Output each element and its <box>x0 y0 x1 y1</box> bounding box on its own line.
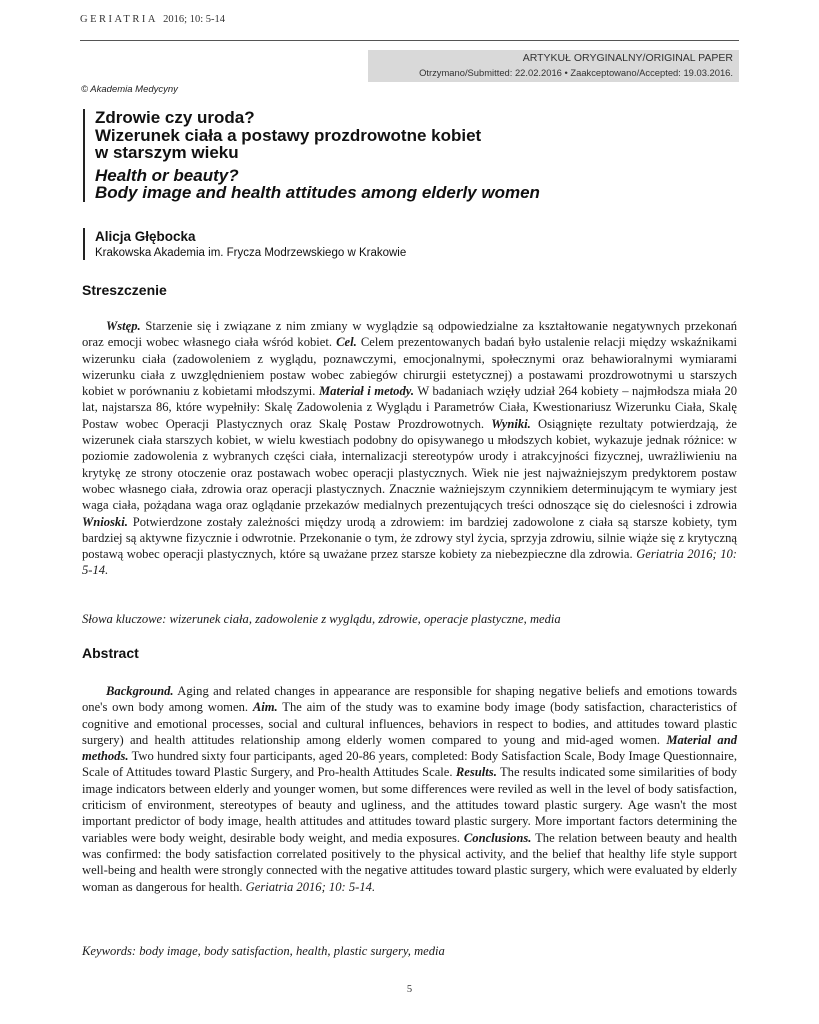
journal-header <box>80 14 225 25</box>
title-polish-line: Wizerunek ciała a postawy prozdrowotne kobiet <box>95 125 482 145</box>
methods-label: Material and methods. <box>82 732 737 764</box>
journal-citation: 2016; 10: 5-14 <box>163 14 226 25</box>
title-polish-line: Zdrowie czy uroda? <box>95 108 255 127</box>
author-block <box>83 228 406 260</box>
journal-name: GERIATRIA <box>80 14 158 25</box>
aim-label: Aim. <box>252 700 278 715</box>
results-label: Results. <box>455 765 497 780</box>
title-english-line: Body image and health attitudes among elderly women <box>95 183 540 202</box>
abstract-heading: Abstract <box>82 645 139 661</box>
cel-text: Celem prezentowanych badań było ustalenie relacji między wskaźnikami wizerunku ciała (zadowoleniem z wyglądu, poznawczymi, emocjonalnymi, społecznymi oraz behawioralnymi wymiarami wizerunku ciała z uwzględnieniem postaw wobec zabiegów chirurgii estetycznej) a postawami prozdrowotnymi u starszych kobiet w porównaniu z kobietami młodszymi. <box>82 335 738 399</box>
title-polish <box>95 109 540 162</box>
wstep-label: Wstęp. <box>106 319 141 333</box>
aim-text: The aim of the study was to examine body image (body satisfaction, characteristics of cognitive and emotional processes, social and cultural influences, behaviors in respect to bodies, and attitudes toward plastic surgery) and health attitudes relationship among elderly women compared to young and mid-aged women. <box>82 700 737 747</box>
wstep-text: Starzenie się i związane z nim zmiany w wyglądzie są odpowiedzialne za kształtowanie negatywnych przekonań oraz emocji wobec własnego ciała wśród kobiet. <box>82 319 737 350</box>
wyniki-text: Osiągnięte rezultaty potwierdzają, że wizerunek ciała starszych kobiet, w wielu kwestiach podobny do opisywanego u młodszych kobiet, wykazuje jednak różnice: w poziomie zadowolenia z wybranych części ciała, internalizacji stereotypów urody i atrakcyjności fizycznej, uwrażliwieniu na krytykę ze strony otoczenie oraz postawach wobec operacji plastycznych. Wiek nie jest najważniejszym predyktorem postaw wobec własnego ciała, zdrowia oraz operacji plastycznych. Znacznie ważniejszym czynnikiem determinującym te wymiary jest waga ciała, pożądana waga oraz oglądanie przekazów medialnych prezentujących treści odnoszące się do cielesności i zdrowia <box>82 416 737 513</box>
title-block <box>83 109 540 202</box>
title-english <box>95 167 540 202</box>
results-text: The results indicated some similarities of body image indicators between elderly and younger women, but some differences were reviled as well in the level of body satisfaction, criticism of environment, stereotypes of beauty and ugliness, and the attitudes toward plastic surgery. Age wasn't the most important predictor of body image, health attitudes and attitudes toward plastic surgery. More important factors determining the variables were body weight, desirable body weight, and media exposures. <box>82 765 737 845</box>
title-polish-line: w starszym wieku <box>95 143 239 162</box>
methods-text: Two hundred sixty four participants, aged 20-86 years, completed: Body Satisfaction Scale, Body Image Questionnaire, Scale of Attitudes toward Plastic Surgery, and Pro-health Attitudes Scale. <box>82 749 737 780</box>
author-name: Alicja Głębocka <box>95 229 196 244</box>
author-affiliation: Krakowska Akademia im. Frycza Modrzewskiego w Krakowie <box>95 247 407 259</box>
material-label: Materiał i metody. <box>318 384 415 399</box>
page-number: 5 <box>406 984 413 995</box>
streszczenie-heading: Streszczenie <box>82 282 167 298</box>
streszczenie-keywords: Słowa kluczowe: wizerunek ciała, zadowolenie z wyglądu, zdrowie, operacje plastyczne, media <box>82 612 561 626</box>
abstract-citation: Geriatria 2016; 10: 5-14. <box>245 879 376 894</box>
title-english-line: Health or beauty? <box>95 165 239 185</box>
article-type: ARTYKUŁ ORYGINALNY/ORIGINAL PAPER <box>522 52 733 64</box>
streszczenie-citation: Geriatria 2016; 10: 5-14. <box>82 547 737 578</box>
submission-dates: Otrzymano/Submitted: 22.02.2016 • Zaakceptowano/Accepted: 19.03.2016. <box>419 67 733 78</box>
article-type-box <box>368 50 739 82</box>
header-divider <box>80 40 739 41</box>
wyniki-label: Wyniki. <box>491 416 531 431</box>
wnioski-label: Wnioski. <box>82 514 128 529</box>
abstract-keywords: Keywords: body image, body satisfaction, health, plastic surgery, media <box>82 944 445 958</box>
material-text: W badaniach wzięły udział 264 kobiety – najmłodsza miała 20 lat, najstarsza 86, które wypełniły: Skalę Zadowolenia z Wyglądu i Parametrów Ciała, Kwestionariusz Wizerunku Ciała, Skalę Postaw wobec Operacji Plastycznych oraz Skalę Postaw Prozdrowotnych. <box>82 384 737 431</box>
conclusions-text: The relation between beauty and health was confirmed: the body satisfaction correlated positively to the physical activity, and the belief that healthy life style support well-being and health were strongly connected with the negative attitudes toward plastic surgery, which were evaluated by elderly woman as dangerous for health. <box>82 830 737 894</box>
wnioski-text: Potwierdzone zostały zależności między urodą a zdrowiem: im bardziej zadowolone z ciała są starsze kobiety, tym bardziej są aktywne fizycznie i odwrotnie. Przekonanie o tym, że zdrowy styl życia, sprzyja zdrowiu, silnie wiąże się z krytyczną postawą wobec operacji plastycznych, które są uważane przez starsze kobiety za niebezpieczne dla zdrowia. <box>82 514 737 562</box>
streszczenie-body <box>82 318 737 579</box>
background-text: Aging and related changes in appearance are responsible for shaping negative beliefs and emotions towards one's own body among women. <box>82 684 737 715</box>
copyright-notice: © Akademia Medycyny <box>81 84 178 95</box>
abstract-body <box>82 683 737 895</box>
conclusions-label: Conclusions. <box>463 830 532 845</box>
background-label: Background. <box>106 684 174 698</box>
cel-label: Cel. <box>336 335 357 350</box>
